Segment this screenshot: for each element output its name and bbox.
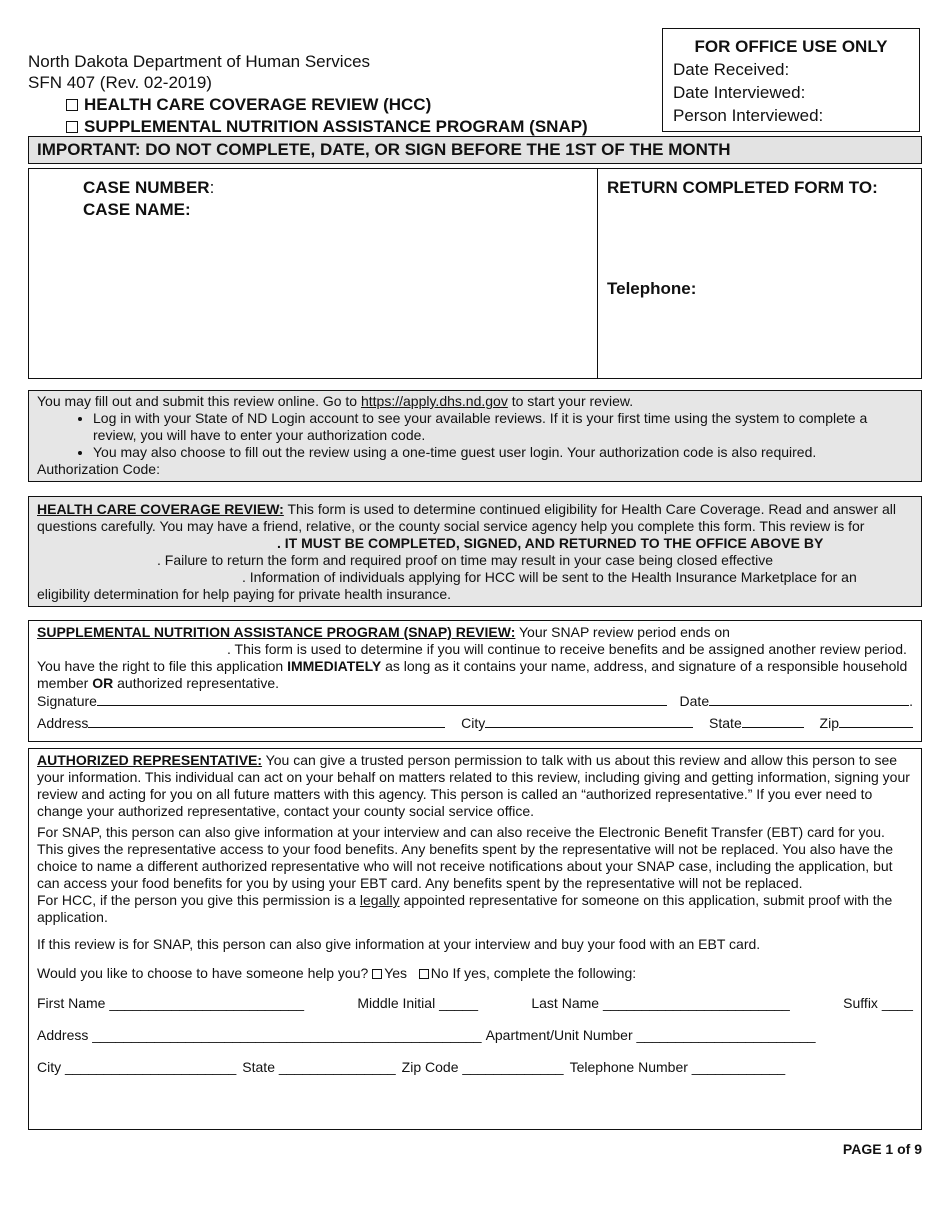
snap-state-label: State [709,715,742,731]
authorization-code-label[interactable]: Authorization Code: [37,461,160,477]
snap-address-field[interactable] [37,715,445,732]
snap-signature-row [37,693,913,710]
online-intro-pre: You may fill out and submit this review online. Go to [37,393,361,409]
no-label: No [430,965,449,981]
date-line[interactable] [709,693,909,706]
snap-paragraph [37,624,913,692]
authrep-paragraph-3 [37,892,913,926]
yes-label: Yes [384,965,408,981]
signature-line[interactable] [97,693,667,706]
snap-zip-line[interactable] [839,715,913,728]
authrep-p3-post: appointed representative for someone on this application, submit proof with the application. [37,892,893,925]
snap-or: OR [92,675,114,691]
authrep-p3-pre: For HCC, if the person you give this permission is a [37,892,360,908]
important-banner: IMPORTANT: DO NOT COMPLETE, DATE, OR SIGN BEFORE THE 1ST OF THE MONTH [28,136,922,164]
office-use-box [662,28,920,132]
online-bullets [37,410,913,461]
page-number: PAGE 1 of 9 [842,1141,922,1157]
authrep-p4: If this review is for SNAP, this person can also give information at your interview and buy your food with an EBT card. [37,936,761,952]
case-divider [597,169,598,378]
snap-text-1: Your SNAP review period ends on [515,624,730,640]
date-period: . [909,693,913,709]
option-snap[interactable] [66,116,588,137]
snap-heading: SUPPLEMENTAL NUTRITION ASSISTANCE PROGRAM (SNAP) REVIEW: [37,624,516,640]
snap-text-4: authorized representative. [113,675,279,691]
snap-zip-field[interactable] [820,715,913,732]
online-intro [37,393,913,410]
authrep-name-row [37,995,913,1012]
authrep-legally: legally [359,892,400,908]
hcc-must-return: . IT MUST BE COMPLETED, SIGNED, AND RETURNED TO THE OFFICE ABOVE BY [277,535,824,551]
date-interviewed-label: Date Interviewed: [673,83,806,102]
snap-address-line[interactable] [88,715,445,728]
authrep-question-post: If yes, complete the following: [448,965,637,981]
hcc-text-2: . Failure to return the form and required proof on time may result in your case being closed effective [157,552,774,568]
authrep-state-field[interactable]: State _______________ [242,1059,396,1075]
date-label: Date [679,693,710,709]
option-hcc[interactable] [66,94,431,115]
snap-state-field[interactable] [709,715,804,732]
online-intro-post: to start your review. [507,393,634,409]
authrep-zip-field[interactable]: Zip Code _____________ [401,1059,564,1075]
form-number: SFN 407 (Rev. 02-2019) [28,73,212,92]
authorized-rep-box [28,748,922,1130]
signature-label: Signature [37,693,97,709]
hcc-review-box [28,496,922,607]
case-name-label[interactable]: CASE NAME: [83,200,191,219]
snap-text-2: . This form is used to determine if you will continue to receive benefits and be assigned another review period. You have the right to file this application [37,641,907,674]
authrep-question: Would you like to choose to have someone help you? [37,965,373,981]
case-number-colon: : [209,178,215,197]
hcc-text-3: . Information of individuals applying for HCC will be sent to the Health Insurance Marketplace for an eligibility determination for help paying for private health insurance. [37,569,857,602]
option-snap-label: SUPPLEMENTAL NUTRITION ASSISTANCE PROGRAM (SNAP) [84,117,588,136]
snap-zip-label: Zip [819,715,839,731]
yes-checkbox[interactable] [372,969,382,979]
authrep-telephone-field[interactable]: Telephone Number ____________ [569,1059,786,1075]
snap-text-3: as long as it contains your name, address, and signature of a responsible household member [37,658,908,691]
apply-link[interactable]: https://apply.dhs.nd.gov [360,393,508,409]
authrep-heading: AUTHORIZED REPRESENTATIVE: [37,752,263,768]
hcc-text-1: This form is used to determine continued eligibility for Health Care Coverage. Read and answer all questions carefully. You may have a friend, relative, or the county social service agency help you complete this form. This review is for [37,501,897,534]
snap-state-line[interactable] [742,715,804,728]
snap-immediately: IMMEDIATELY [287,658,382,674]
authrep-paragraph-1 [37,752,913,820]
authrep-first-name-field[interactable]: First Name _________________________ [37,995,304,1011]
online-bullet-login: • Log in with your State of ND Login account to see your available reviews. If it is your first time using the system to complete a review, you will have to enter your authorization code. [93,410,913,444]
case-number-label: CASE NUMBER [83,178,210,197]
authrep-address-row [37,1027,913,1044]
authrep-p2: For SNAP, this person can also give information at your interview and can also receive the Electronic Benefit Transfer (EBT) card for you. This gives the representative access to your food benefits. Any benefits spent by the representative will not be replaced. You also have the choice to name a different authorized representative who will not receive notifications about your SNAP case, including the application, but can access your food benefits for you by using your EBT card. Any benefits spent by the representative will not be replaced. [37,824,894,891]
snap-city-field[interactable] [461,715,693,732]
person-interviewed-label: Person Interviewed: [673,106,824,125]
authrep-apartment-field[interactable]: Apartment/Unit Number _______________________ [485,1027,816,1043]
office-use-title: FOR OFFICE USE ONLY [694,37,888,56]
no-checkbox[interactable] [419,969,429,979]
hcc-checkbox[interactable] [66,99,78,111]
authrep-city-row [37,1059,913,1076]
snap-city-label: City [461,715,486,731]
option-hcc-label: HEALTH CARE COVERAGE REVIEW (HCC) [84,95,432,114]
online-bullet-guest: • You may also choose to fill out the review using a one-time guest user login. Your authorization code is also required. [93,444,913,461]
hcc-heading: HEALTH CARE COVERAGE REVIEW: [37,501,284,517]
snap-address-row [37,715,913,732]
authrep-city-field[interactable]: City ______________________ [37,1059,237,1075]
authrep-question-row [37,965,913,982]
date-received-label: Date Received: [673,60,790,79]
snap-checkbox[interactable] [66,121,78,133]
authrep-p1: You can give a trusted person permission to talk with us about this review and allow this person to see your information. This individual can act on your behalf on matters related to this review, including giving and getting information, signing your review and acting for you on all future matters with this agency. This person is called an “authorized representative.” If you ever need to change your authorized representative, contact your county social service office. [37,752,910,819]
snap-review-box [28,620,922,742]
authrep-middle-initial-field[interactable]: Middle Initial _____ [357,995,478,1011]
telephone-label[interactable]: Telephone: [607,279,697,298]
case-box [28,168,922,379]
case-number[interactable] [83,178,214,198]
signature-field[interactable] [37,693,667,710]
snap-city-line[interactable] [485,715,693,728]
authrep-suffix-field[interactable]: Suffix ____ [843,995,913,1011]
date-field[interactable] [680,693,913,710]
snap-address-label: Address [37,715,89,731]
authrep-address-field[interactable]: Address __________________________________________________ [37,1027,482,1043]
online-review-box [28,390,922,482]
return-to-label: RETURN COMPLETED FORM TO: [607,178,878,197]
agency-name: North Dakota Department of Human Services [28,52,371,71]
authrep-last-name-field[interactable]: Last Name ________________________ [531,995,790,1011]
